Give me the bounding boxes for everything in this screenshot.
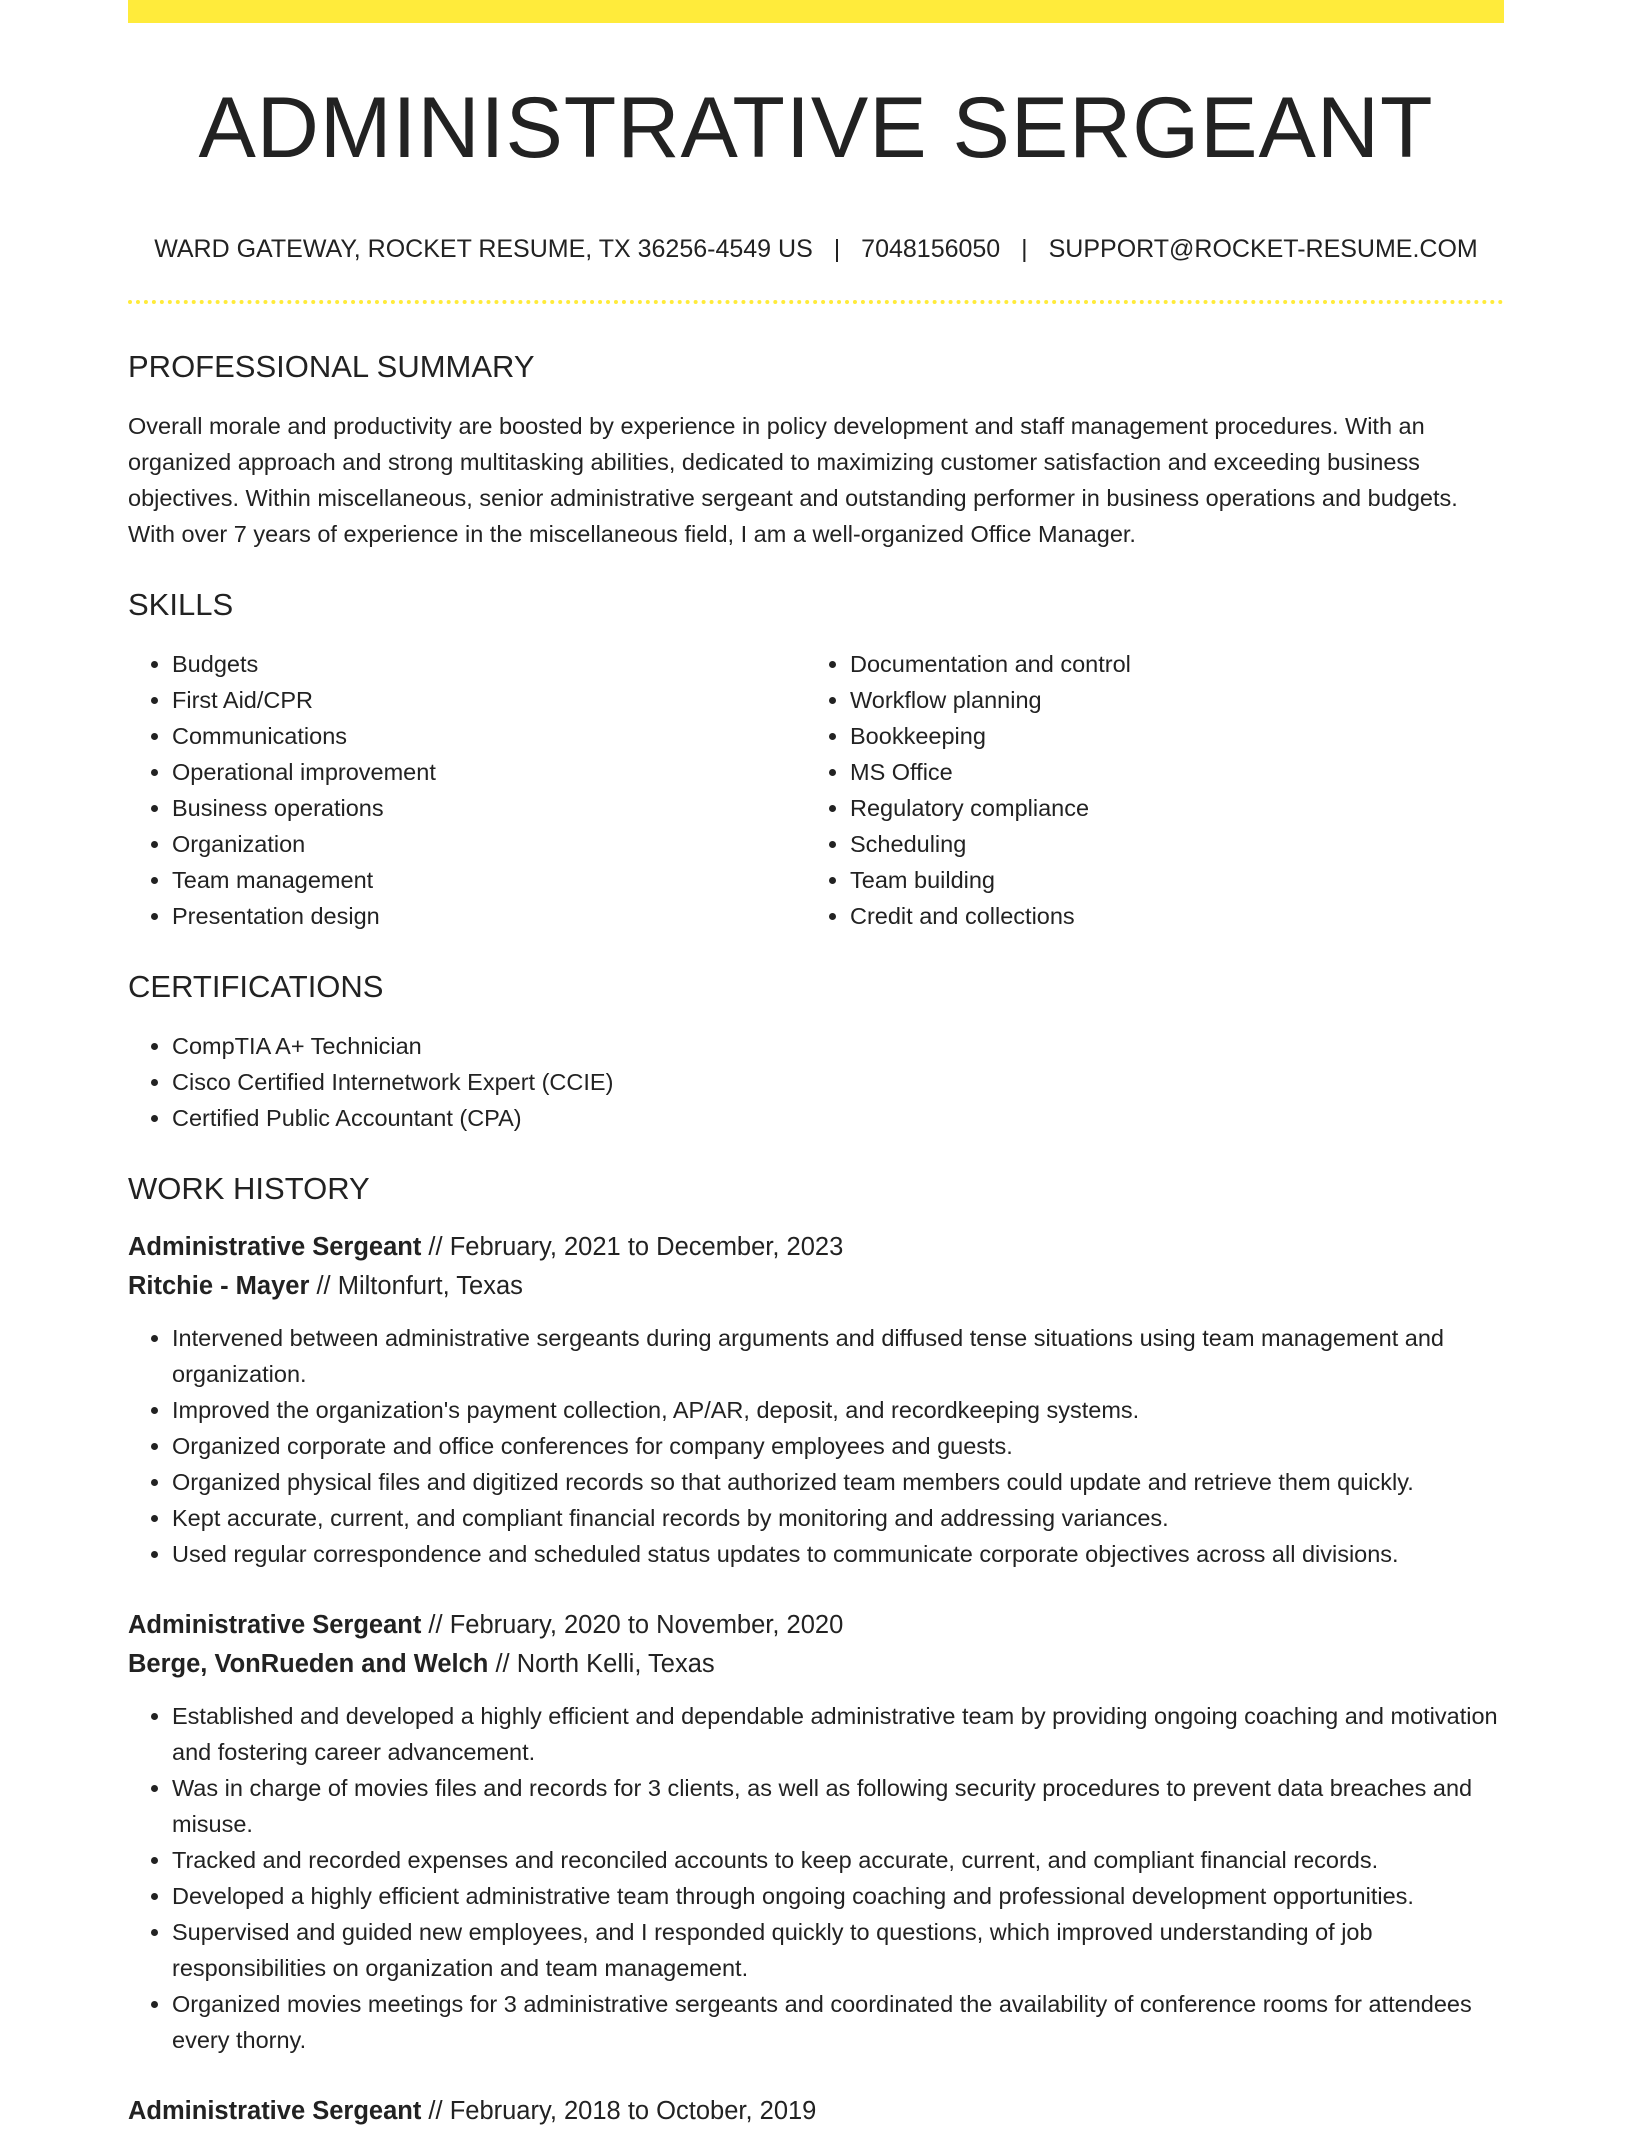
skill-item: • Communications [172, 718, 806, 754]
job-bullet: • Organized physical files and digitized records so that authorized team members could update and retrieve them quickly. [172, 1464, 1504, 1500]
skill-item: • Team building [850, 862, 1484, 898]
skill-item: • Documentation and control [850, 646, 1484, 682]
certification-item: • Certified Public Accountant (CPA) [172, 1100, 1504, 1136]
certification-item: • Cisco Certified Internetwork Expert (CCIE) [172, 1064, 1504, 1100]
skill-item: • Presentation design [172, 898, 806, 934]
job-bullets [128, 1320, 1504, 1572]
job-dates: February, 2020 to November, 2020 [449, 1611, 844, 1639]
skills-column-left [128, 646, 806, 934]
job-company-line [128, 1267, 1504, 1306]
job-title: Administrative Sergeant [128, 1233, 422, 1261]
skill-item: • Budgets [172, 646, 806, 682]
job-dates: February, 2021 to December, 2023 [449, 1233, 844, 1261]
skills-column-right [806, 646, 1484, 934]
contact-address: WARD GATEWAY, ROCKET RESUME, TX 36256-4549 US [154, 235, 813, 263]
certifications-list [128, 1028, 1504, 1136]
job-bullet: • Was in charge of movies files and records for 3 clients, as well as following security procedures to prevent data breaches and misuse. [172, 1770, 1504, 1842]
dotted-divider [128, 300, 1504, 304]
job-bullet: • Organized movies meetings for 3 administrative sergeants and coordinated the availability of conference rooms for attendees every thorny. [172, 1986, 1504, 2058]
job-company: Berge, VonRueden and Welch [128, 1650, 489, 1678]
skills-heading: SKILLS [128, 587, 234, 622]
job-bullet: • Supervised and guided new employees, and I responded quickly to questions, which improved understanding of job responsibilities on organization and team management. [172, 1914, 1504, 1986]
job-dates: February, 2018 to October, 2019 [449, 2097, 817, 2125]
skill-item: • Credit and collections [850, 898, 1484, 934]
contact-phone: 7048156050 [861, 235, 1001, 263]
job-bullet: • Improved the organization's payment collection, AP/AR, deposit, and recordkeeping systems. [172, 1392, 1504, 1428]
skill-item: • Organization [172, 826, 806, 862]
job-delimiter: // [488, 1650, 517, 1678]
job-title: Administrative Sergeant [128, 1611, 422, 1639]
job-delimiter: // [421, 1611, 450, 1639]
job-company-line [128, 1645, 1504, 1684]
contact-email: SUPPORT@ROCKET-RESUME.COM [1048, 235, 1478, 263]
contact-separator: | [833, 235, 841, 263]
work-history-heading: WORK HISTORY [128, 1171, 370, 1206]
job-bullet: • Used regular correspondence and scheduled status updates to communicate corporate objectives across all divisions. [172, 1536, 1504, 1572]
job-delimiter: // [421, 1233, 450, 1261]
job-bullet: • Organized corporate and office conferences for company employees and guests. [172, 1428, 1504, 1464]
job-delimiter: // [421, 2097, 450, 2125]
job-title: Administrative Sergeant [128, 2097, 422, 2125]
contact-line [128, 237, 1504, 262]
skill-item: • MS Office [850, 754, 1484, 790]
resume-name: ADMINISTRATIVE SERGEANT [198, 80, 1434, 176]
skill-item: • First Aid/CPR [172, 682, 806, 718]
job-bullet: • Tracked and recorded expenses and reconciled accounts to keep accurate, current, and compliant financial records. [172, 1842, 1504, 1878]
skill-item: • Scheduling [850, 826, 1484, 862]
skill-item: • Workflow planning [850, 682, 1484, 718]
resume-page [128, 0, 1504, 2131]
job-location: North Kelli, Texas [516, 1650, 715, 1678]
skill-item: • Team management [172, 862, 806, 898]
job-location: Miltonfurt, Texas [337, 1272, 523, 1300]
certifications-heading: CERTIFICATIONS [128, 969, 384, 1004]
job-bullet: • Established and developed a highly efficient and dependable administrative team by providing ongoing coaching and motivation and fostering career advancement. [172, 1698, 1504, 1770]
job-title-line [128, 1606, 1504, 1645]
job-bullet: • Kept accurate, current, and compliant financial records by monitoring and addressing variances. [172, 1500, 1504, 1536]
job-delimiter: // [309, 1272, 338, 1300]
job-entry [128, 1606, 1504, 2058]
skill-item: • Business operations [172, 790, 806, 826]
job-title-line [128, 1228, 1504, 1267]
job-entry [128, 1228, 1504, 1572]
skill-item: • Regulatory compliance [850, 790, 1484, 826]
skills-list [128, 646, 1504, 934]
certification-item: • CompTIA A+ Technician [172, 1028, 1504, 1064]
contact-separator: | [1021, 235, 1028, 263]
job-bullet: • Intervened between administrative sergeants during arguments and diffused tense situations using team management and organization. [172, 1320, 1504, 1392]
summary-heading: PROFESSIONAL SUMMARY [128, 349, 535, 384]
summary-text: Overall morale and productivity are boosted by experience in policy development and staff management procedures. With an organized approach and strong multitasking abilities, dedicated to maximizing customer satisfaction and exceeding business objectives. Within miscellaneous, senior administrative sergeant and outstanding performer in business operations and budgets. With over 7 years of experience in the miscellaneous field, I am a well-organized Office Manager. [128, 413, 1458, 547]
job-bullets [128, 1698, 1504, 2058]
job-bullet: • Developed a highly efficient administrative team through ongoing coaching and professional development opportunities. [172, 1878, 1504, 1914]
skill-item: • Bookkeeping [850, 718, 1484, 754]
accent-bar [128, 0, 1504, 23]
skill-item: • Operational improvement [172, 754, 806, 790]
job-company: Ritchie - Mayer [128, 1272, 310, 1300]
